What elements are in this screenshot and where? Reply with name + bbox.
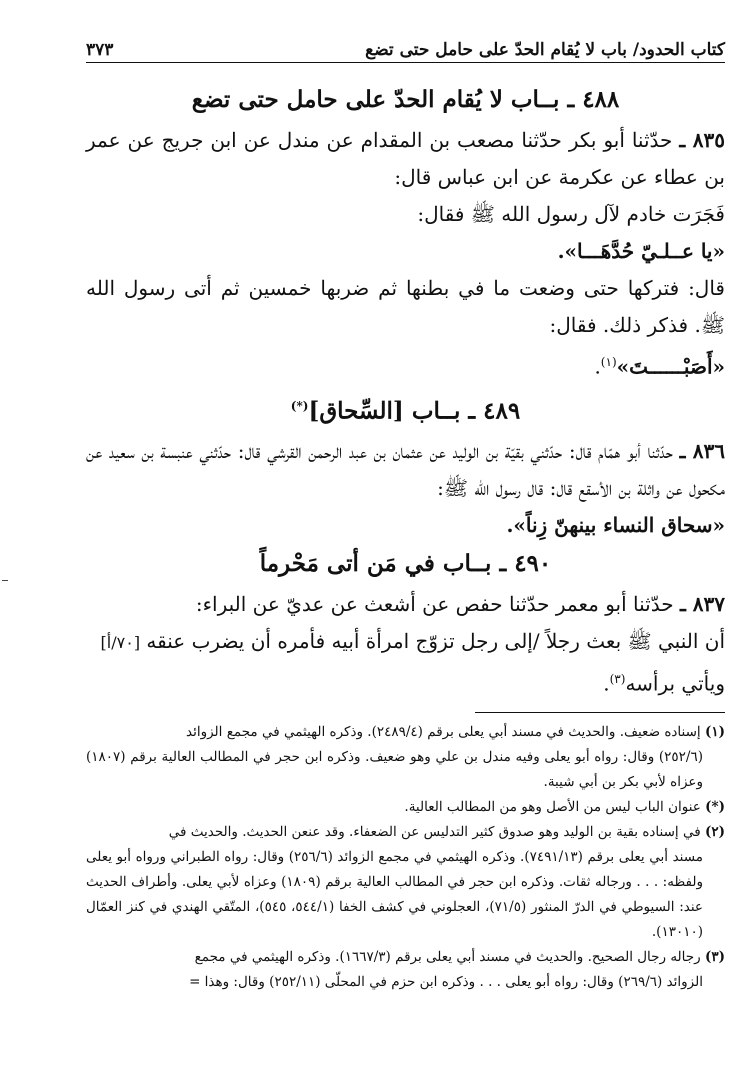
footnote-1 bbox=[86, 720, 725, 795]
footnote-ref-1: (١) bbox=[600, 355, 617, 369]
footnote-1-first: إسناده ضعيف. والحديث في مسند أبي يعلى برقم (٢٤٨٩/٤). وذكره الهيثمي في مجمع الزوائد bbox=[186, 724, 701, 740]
manuscript-folio-mark: [٧٠/أ] bbox=[100, 633, 141, 653]
chapter-heading-489-text: ٤٨٩ ـ بــاب [السِّحاق] bbox=[308, 397, 521, 425]
footnote-star bbox=[86, 795, 725, 820]
footnote-3 bbox=[86, 945, 725, 995]
hadith-837-line3 bbox=[86, 661, 725, 703]
hadith-835-line2: فَجَرَت خادم لآل رسول الله ﷺ فقال: bbox=[417, 202, 725, 226]
hadith-835-text: حدّثنا أبو بكر حدّثنا مصعب بن المقدام عن مندل عن ابن جريج عن عمر بن عطاء عن عكرمة عن ابن عباس قال: bbox=[86, 128, 725, 189]
footnote-ref-3: (٣) bbox=[609, 672, 626, 687]
hadith-number-836: ٨٣٦ ـ bbox=[679, 439, 725, 464]
hadith-835-quote: «يا عــلـيّ حُدَّهَـــا». bbox=[557, 239, 725, 263]
hadith-835-quote2-line bbox=[86, 344, 725, 386]
running-header bbox=[86, 30, 725, 60]
hadith-837-text: حدّثنا أبو معمر حدّثنا حفص عن أشعث عن عديّ عن البراء: bbox=[195, 592, 674, 617]
hadith-number-835: ٨٣٥ ـ bbox=[679, 128, 726, 152]
hadith-837 bbox=[86, 586, 725, 623]
hadith-837-line2-text: أن النبي ﷺ بعث رجلاً /إلى رجل تزوّج امرأة أبيه فأمره أن يضرب عنقه bbox=[146, 629, 725, 654]
footnote-3-first: رجاله رجال الصحيح. والحديث في مسند أبي يعلى برقم (١٦٦٧/٣). وذكره الهيثمي في مجمع bbox=[194, 949, 701, 965]
footnote-3-rest: الزوائد (٢٦٩/٦) وقال: رواه أبو يعلى . . . وذكره ابن حزم في المحلّى (٢٥٢/١١) وقال: وهذا = bbox=[189, 974, 703, 990]
hadith-837-line3-text: ويأتي برأسه bbox=[625, 671, 725, 696]
footnote-1-mark: (١) bbox=[704, 724, 725, 740]
hadith-837-line2 bbox=[86, 623, 725, 661]
hadith-836 bbox=[86, 433, 725, 507]
footnote-2-mark: (٢) bbox=[704, 824, 725, 840]
running-title: كتاب الحدود/ باب لا يُقام الحدّ على حامل حتى تضع bbox=[365, 40, 725, 60]
footnote-1-rest: (٢٥٢/٦) وقال: رواه أبو يعلى وفيه مندل بن علي وهو ضعيف. وذكره ابن حجر في المطالب العالية برقم (١٨٠٧) وعزاه لأبي بكر بن أبي شيبة. bbox=[86, 749, 703, 790]
footnote-star-mark: (*) bbox=[705, 799, 725, 815]
scan-edge-mark bbox=[2, 580, 8, 581]
period: . bbox=[603, 671, 610, 696]
header-rule bbox=[86, 62, 725, 63]
chapter-heading-490: ٤٩٠ ـ بــاب في مَن أتى مَحْرماً bbox=[259, 550, 552, 578]
main-text bbox=[86, 80, 725, 703]
footnote-3-mark: (٣) bbox=[704, 949, 725, 965]
hadith-836-quote: «سحاق النساء بينهنّ زِناً». bbox=[506, 513, 725, 538]
hadith-835-quote2: «أَصَبْــــــتَ» bbox=[616, 354, 725, 379]
hadith-835-line4: قال: فتركها حتى وضعت ما في بطنها ثم ضربها خمسين ثم أتى رسول الله ﷺ. فذكر ذلك. فقال: bbox=[86, 276, 725, 337]
page-number: ٣٧٣ bbox=[86, 40, 114, 60]
footnote-2-rest: مسند أبي يعلى برقم (٧٤٩١/١٣). وذكره الهيثمي في مجمع الزوائد (٢٥٦/٦) وقال: رواه الطبراني ورواه أبو يعلى ولفظه: . . . ورجاله ثقات. وذكره ابن حجر في المطالب العالية برقم (١٨٠٩) وعزاه لأبي يعلى. وأطراف الحديث عند: السيوطي في الدرّ المنثور (٧١/٥)، العجلوني في كشف الخفا (٥٤٤/١، ٥٤٥)، المتّقي الهندي في كنز العمّال (١٣٠١٠). bbox=[86, 849, 704, 940]
footnotes bbox=[86, 720, 725, 995]
chapter-heading-488: ٤٨٨ ـ بــاب لا يُقام الحدّ على حامل حتى تضع bbox=[191, 86, 620, 113]
footnote-2 bbox=[86, 820, 725, 945]
footnote-ref-star: (*) bbox=[290, 398, 309, 413]
footnote-2-first: في إسناده بقية بن الوليد وهو صدوق كثير التدليس عن الضعفاء. وقد عنعن الحديث. والحديث في bbox=[168, 824, 701, 840]
footnote-rule bbox=[475, 712, 725, 713]
hadith-number-837: ٨٣٧ ـ bbox=[679, 592, 725, 617]
period: . bbox=[594, 354, 601, 379]
footnote-star-text: عنوان الباب ليس من الأصل وهو من المطالب العالية. bbox=[404, 799, 701, 815]
chapter-heading-489 bbox=[86, 388, 725, 430]
hadith-835 bbox=[86, 122, 725, 196]
hadith-836-text: حدّثنا أبو همّام قال: حدّثني بقيّة بن الوليد عن عثمان بن عبد الرحمن القرشي قال: حدّثني عنبسة بن سعيد عن مكحول عن واثلة بن الأسقع قال: قال رسول الله ﷺ: bbox=[86, 439, 725, 501]
